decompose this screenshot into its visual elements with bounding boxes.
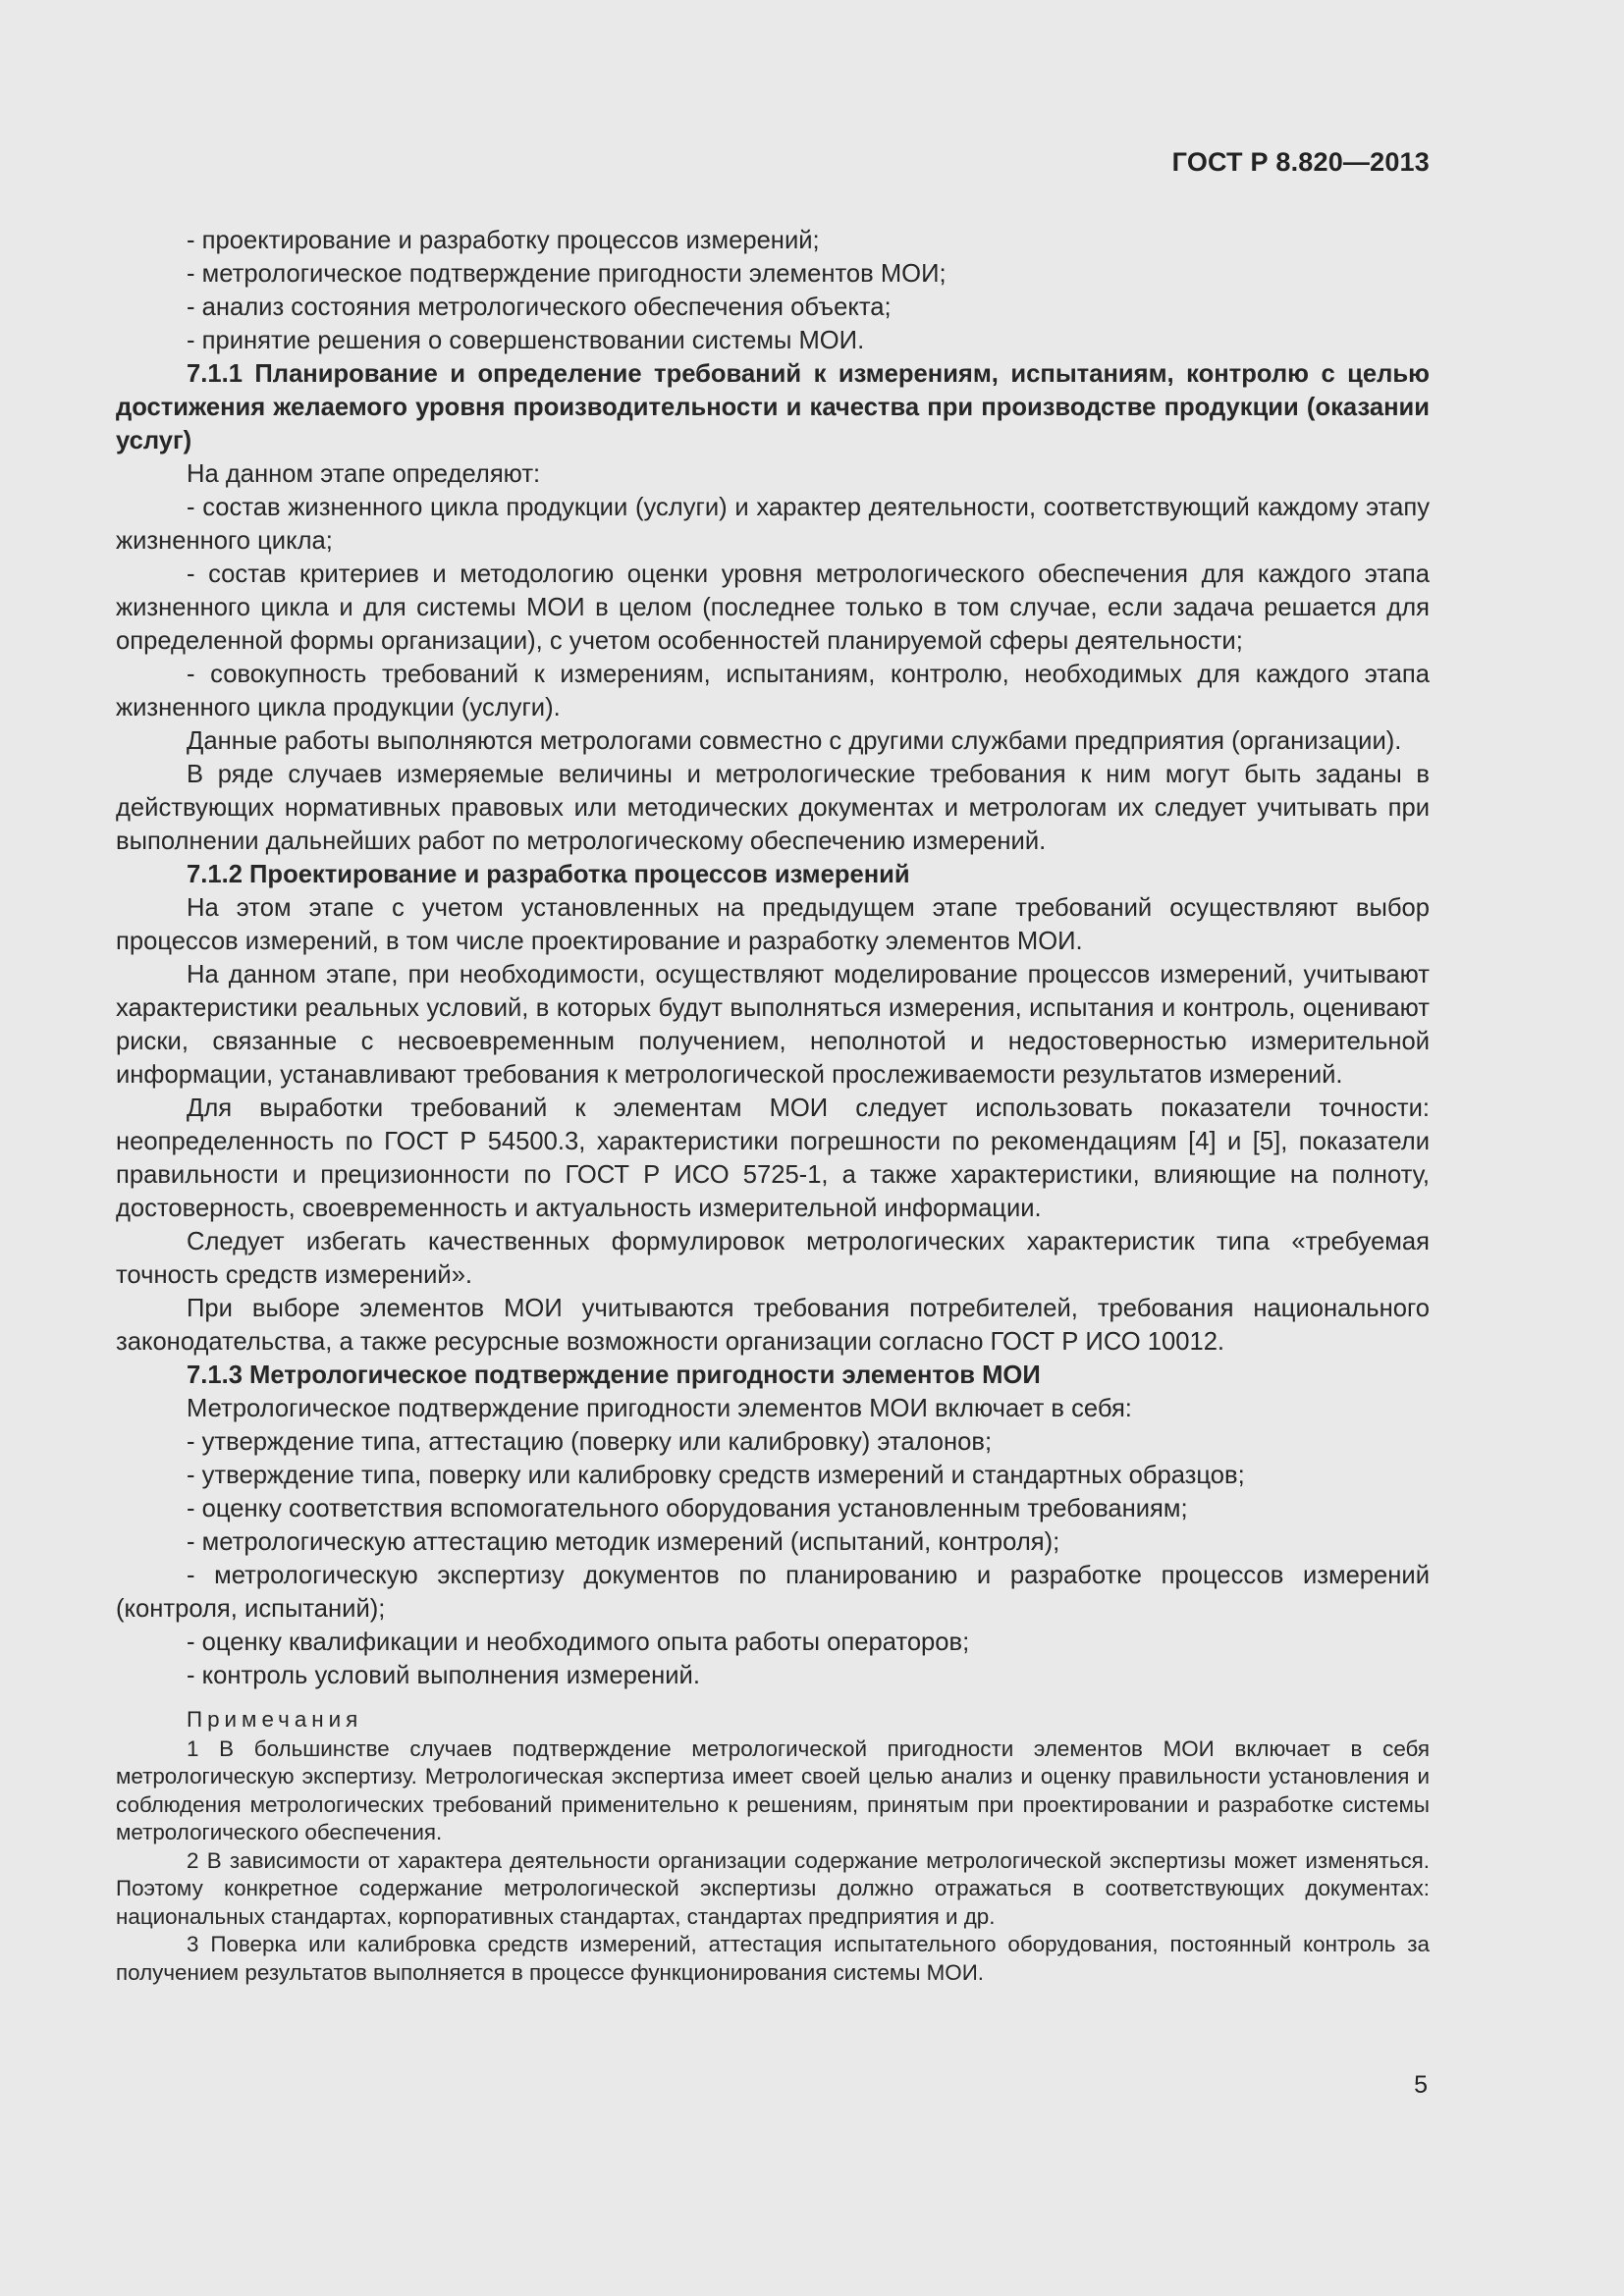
note-item: 2 В зависимости от характера деятельности организации содержание метрологической экспертизы может изменяться. Поэтому конкретное содержание метрологической экспертизы должно отражаться в соответствующих документах: национальных стандартах, корпоративных стандартах, стандартах предприятия и др. [116,1847,1430,1929]
paragraph: Следует избегать качественных формулировок метрологических характеристик типа «требуемая точность средств измерений». [116,1228,1430,1289]
page-number: 5 [1414,2071,1428,2099]
list-item: - проектирование и разработку процессов измерений; [187,227,820,254]
section-heading-7-1-3: 7.1.3 Метрологическое подтверждение пригодности элементов МОИ [187,1362,1041,1389]
list-item: - состав жизненного цикла продукции (услуги) и характер деятельности, соответствующий каждому этапу жизненного цикла; [116,494,1430,555]
list-item: - совокупность требований к измерениям, испытаниям, контролю, необходимых для каждого этапа жизненного цикла продукции (услуги). [116,661,1430,721]
paragraph: Метрологическое подтверждение пригодности элементов МОИ включает в себя: [187,1395,1132,1422]
list-item: - метрологическую аттестацию методик измерений (испытаний, контроля); [187,1528,1060,1556]
paragraph: На этом этапе с учетом установленных на предыдущем этапе требований осуществляют выбор процессов измерений, в том числе проектирование и разработку элементов МОИ. [116,894,1430,955]
paragraph: При выборе элементов МОИ учитываются требования потребителей, требования национального законодательства, а также ресурсные возможности организации согласно ГОСТ Р ИСО 10012. [116,1295,1430,1356]
list-item: - анализ состояния метрологического обеспечения объекта; [187,294,892,321]
paragraph: Данные работы выполняются метрологами совместно с другими службами предприятия (организации). [187,727,1402,755]
list-item: - оценку квалификации и необходимого опыта работы операторов; [187,1629,970,1656]
list-item: - состав критериев и методологию оценки уровня метрологического обеспечения для каждого этапа жизненного цикла и для системы МОИ в целом (последнее только в том случае, если задача решается для определенной формы организации), с учетом особенностей планируемой сферы деятельности; [116,561,1430,655]
list-item: - метрологическое подтверждение пригодности элементов МОИ; [187,260,947,288]
paragraph: На данном этапе, при необходимости, осуществляют моделирование процессов измерений, учитывают характеристики реальных условий, в которых будут выполняться измерения, испытания и контроль, оценивают риски, связанные с несвоевременным получением, неполнотой и недостоверностью измерительной информации, устанавливают требования к метрологической прослеживаемости результатов измерений. [116,961,1430,1089]
notes-title: Примечания [187,1707,363,1732]
notes-section [116,1706,1430,1987]
note-item: 1 В большинстве случаев подтверждение метрологической пригодности элементов МОИ включает в себя метрологическую экспертизу. Метрологическая экспертиза имеет своей целью анализ и оценку правильности установления и соблюдения метрологических требований применительно к решениям, принятым при проектировании и разработке системы метрологического обеспечения. [116,1735,1430,1844]
note-item: 3 Поверка или калибровка средств измерений, аттестация испытательного оборудования, постоянный контроль за получением результатов выполняется в процессе функционирования системы МОИ. [116,1932,1430,1985]
section-heading-7-1-1: 7.1.1 Планирование и определение требований к измерениям, испытаниям, контролю с целью достижения желаемого уровня производительности и качества при производстве продукции (оказании услуг) [116,360,1430,454]
paragraph: В ряде случаев измеряемые величины и метрологические требования к ним могут быть заданы в действующих нормативных правовых или методических документах и метрологам их следует учитывать при выполнении дальнейших работ по метрологическому обеспечению измерений. [116,761,1430,855]
list-item: - оценку соответствия вспомогательного оборудования установленным требованиям; [187,1495,1188,1522]
document-header: ГОСТ Р 8.820—2013 [1171,147,1430,177]
paragraph: Для выработки требований к элементам МОИ следует использовать показатели точности: неопределенность по ГОСТ Р 54500.3, характеристики погрешности по рекомендациям [4] и [5], показатели правильности и прецизионности по ГОСТ Р ИСО 5725-1, а также характеристики, влияющие на полноту, достоверность, своевременность и актуальность измерительной информации. [116,1095,1430,1222]
paragraph: На данном этапе определяют: [187,460,541,488]
section-heading-7-1-2: 7.1.2 Проектирование и разработка процессов измерений [187,861,910,888]
list-item: - утверждение типа, поверку или калибровку средств измерений и стандартных образцов; [187,1462,1245,1489]
list-item: - утверждение типа, аттестацию (поверку или калибровку) эталонов; [187,1428,993,1456]
document-body [116,224,1430,1987]
list-item: - контроль условий выполнения измерений. [187,1662,700,1689]
list-item: - принятие решения о совершенствовании системы МОИ. [187,327,865,354]
list-item: - метрологическую экспертизу документов по планированию и разработке процессов измерений (контроля, испытаний); [116,1562,1430,1623]
